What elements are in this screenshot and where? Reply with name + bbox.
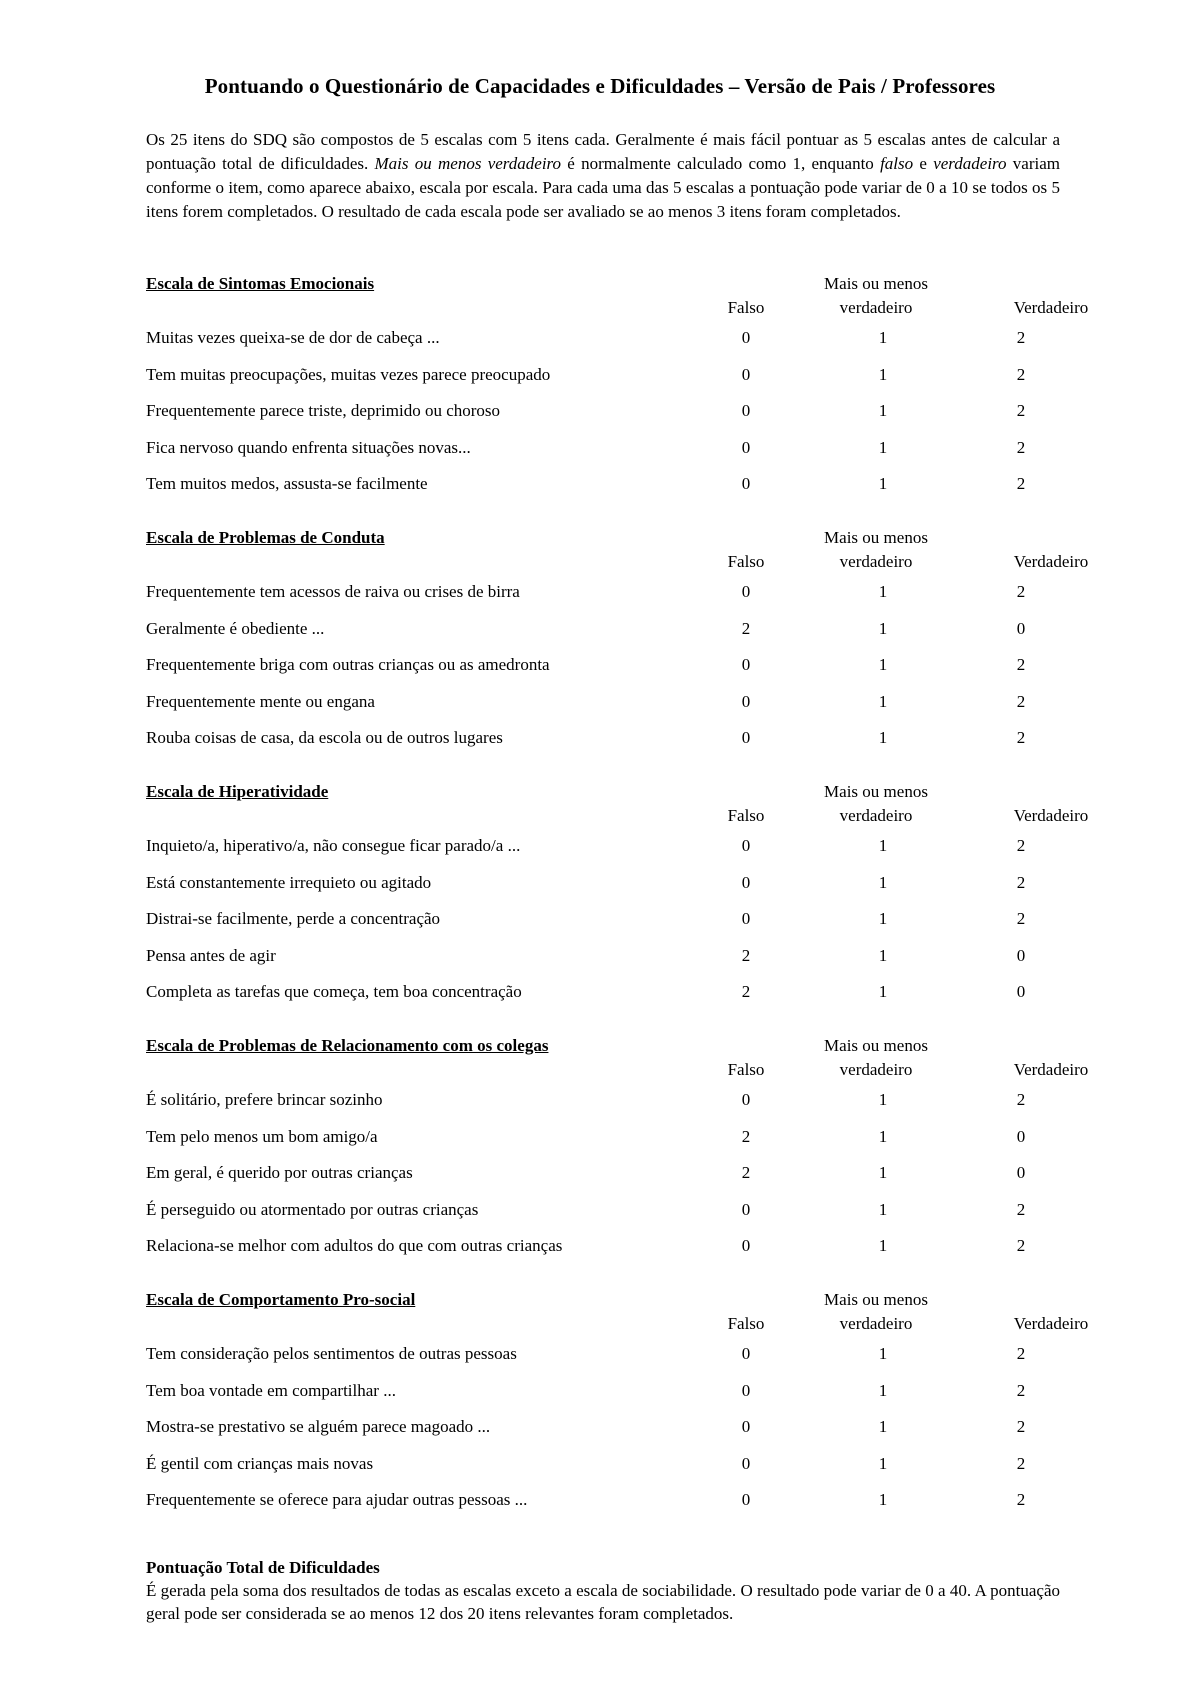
score-verdadeiro: 2	[1016, 1090, 1026, 1109]
score-verdadeiro: 2	[1016, 1380, 1026, 1400]
intro-text-4: variam conforme o item, como aparece abaixo, escala por escala. Para cada uma das 5 escalas a pontuação pode variar de 0 a 10 se todos os 5 itens forem completados. O resultado de cada escala pode ser avaliado se ao menos 3 itens foram completados.	[146, 154, 1061, 221]
score-verdadeiro: 2	[1016, 1344, 1026, 1363]
total-difficulties-section	[146, 1556, 1060, 1625]
item-row	[146, 1342, 1060, 1379]
item-label: Distrai-se facilmente, perde a concentração	[146, 909, 441, 928]
score-verdadeiro: 2	[1016, 1236, 1026, 1255]
item-row	[146, 1125, 1060, 1162]
item-row	[146, 944, 1060, 981]
item-label: Frequentemente tem acessos de raiva ou crises de birra	[146, 582, 520, 601]
score-falso: 0	[741, 1380, 751, 1400]
score-mais-ou-menos: 1	[878, 691, 888, 711]
intro-term-falso: falso	[880, 154, 914, 173]
score-verdadeiro: 0	[1016, 982, 1026, 1001]
column-header-mais-line1: Mais ou menos	[824, 274, 928, 293]
score-falso: 0	[741, 872, 751, 892]
scale-title: Escala de Sintomas Emocionais	[146, 274, 375, 293]
scale-section	[146, 526, 1089, 763]
total-difficulties-title: Pontuação Total de Dificuldades	[146, 1558, 380, 1577]
scale-header	[146, 780, 1089, 834]
score-verdadeiro: 2	[1016, 364, 1026, 384]
item-row	[146, 1234, 1060, 1271]
item-label: Rouba coisas de casa, da escola ou de outros lugares	[146, 728, 503, 747]
score-mais-ou-menos: 1	[878, 728, 888, 747]
score-mais-ou-menos: 1	[878, 328, 888, 347]
score-verdadeiro: 2	[1016, 1199, 1026, 1219]
column-header-mais-line1: Mais ou menos	[824, 1036, 928, 1055]
item-label: Mostra-se prestativo se alguém parece magoado ...	[146, 1417, 491, 1436]
item-label: É perseguido ou atormentado por outras crianças	[146, 1199, 479, 1219]
score-mais-ou-menos: 1	[878, 582, 888, 601]
score-mais-ou-menos: 1	[878, 872, 888, 892]
scale-title: Escala de Hiperatividade	[146, 782, 329, 801]
score-verdadeiro: 0	[1016, 945, 1026, 965]
column-header-mais-line1: Mais ou menos	[824, 528, 928, 547]
item-label: Completa as tarefas que começa, tem boa concentração	[146, 982, 522, 1001]
score-falso: 0	[741, 909, 751, 928]
column-header-mais-line2: verdadeiro	[839, 806, 913, 825]
column-header-verdadeiro: Verdadeiro	[1013, 1314, 1089, 1333]
item-label: Tem muitas preocupações, muitas vezes parece preocupado	[146, 364, 551, 384]
score-mais-ou-menos: 1	[878, 1236, 888, 1255]
score-mais-ou-menos: 1	[878, 474, 888, 493]
item-label: Relaciona-se melhor com adultos do que com outras crianças	[146, 1236, 563, 1255]
item-row	[146, 907, 1060, 944]
intro-text-2: é normalmente calculado como 1, enquanto	[561, 154, 881, 173]
score-verdadeiro: 2	[1016, 1417, 1026, 1436]
item-label: Tem muitos medos, assusta-se facilmente	[146, 474, 428, 493]
score-verdadeiro: 2	[1016, 909, 1026, 928]
scale-header	[146, 272, 1089, 326]
score-falso: 0	[741, 1090, 751, 1109]
page-title: Pontuando o Questionário de Capacidades e Dificuldades – Versão de Pais / Professores	[204, 74, 996, 98]
item-row	[146, 871, 1060, 908]
score-mais-ou-menos: 1	[878, 945, 888, 965]
score-falso: 0	[741, 582, 751, 601]
column-header-mais-line1: Mais ou menos	[824, 782, 928, 801]
item-label: Geralmente é obediente ...	[146, 618, 325, 638]
score-falso: 0	[741, 437, 751, 457]
item-row	[146, 326, 1060, 363]
score-mais-ou-menos: 1	[878, 836, 888, 855]
score-falso: 0	[741, 1417, 751, 1436]
score-falso: 0	[741, 401, 751, 420]
score-falso: 2	[741, 1163, 751, 1182]
score-verdadeiro: 2	[1016, 836, 1026, 855]
scale-title: Escala de Comportamento Pro-social	[146, 1290, 416, 1309]
score-falso: 0	[741, 1344, 751, 1363]
score-falso: 0	[741, 1490, 751, 1509]
item-label: Muitas vezes queixa-se de dor de cabeça ...	[146, 328, 440, 347]
score-falso: 0	[741, 328, 751, 347]
item-label: É solitário, prefere brincar sozinho	[146, 1090, 383, 1109]
intro-term-verdadeiro: verdadeiro	[933, 154, 1007, 173]
item-row	[146, 980, 1060, 1017]
score-falso: 0	[741, 1453, 751, 1473]
score-verdadeiro: 2	[1016, 1453, 1026, 1473]
item-row	[146, 363, 1060, 400]
score-mais-ou-menos: 1	[878, 1090, 888, 1109]
intro-text-3: e	[913, 154, 934, 173]
item-label: Frequentemente parece triste, deprimido ou choroso	[146, 401, 501, 420]
score-falso: 2	[741, 945, 751, 965]
column-header-falso: Falso	[727, 298, 765, 317]
score-verdadeiro: 2	[1016, 474, 1026, 493]
score-mais-ou-menos: 1	[878, 618, 888, 638]
item-label: Tem pelo menos um bom amigo/a	[146, 1126, 378, 1146]
item-row	[146, 1161, 1060, 1198]
scale-header	[146, 1288, 1089, 1342]
score-falso: 0	[741, 1236, 751, 1255]
score-verdadeiro: 2	[1016, 655, 1026, 674]
column-header-mais-line2: verdadeiro	[839, 1314, 913, 1333]
column-header-mais-line1: Mais ou menos	[824, 1290, 928, 1309]
scale-title: Escala de Problemas de Conduta	[146, 528, 385, 547]
score-verdadeiro: 0	[1016, 618, 1026, 638]
scale-section	[146, 1034, 1089, 1271]
column-header-verdadeiro: Verdadeiro	[1013, 298, 1089, 317]
score-verdadeiro: 2	[1016, 437, 1026, 457]
item-label: Inquieto/a, hiperativo/a, não consegue ficar parado/a ...	[146, 836, 521, 855]
score-falso: 2	[741, 1126, 751, 1146]
score-mais-ou-menos: 1	[878, 655, 888, 674]
score-verdadeiro: 2	[1016, 1490, 1026, 1509]
item-row	[146, 1198, 1060, 1235]
item-row	[146, 653, 1060, 690]
score-falso: 0	[741, 728, 751, 747]
score-falso: 0	[741, 474, 751, 493]
item-row	[146, 580, 1060, 617]
item-label: Frequentemente briga com outras crianças ou as amedronta	[146, 655, 550, 674]
item-label: Frequentemente se oferece para ajudar outras pessoas ...	[146, 1490, 528, 1509]
score-falso: 0	[741, 691, 751, 711]
column-header-falso: Falso	[727, 552, 765, 571]
scale-header	[146, 526, 1089, 580]
score-mais-ou-menos: 1	[878, 1163, 888, 1182]
score-verdadeiro: 2	[1016, 582, 1026, 601]
item-label: Fica nervoso quando enfrenta situações novas...	[146, 437, 471, 457]
column-header-mais-line2: verdadeiro	[839, 552, 913, 571]
column-header-falso: Falso	[727, 806, 765, 825]
intro-text-1: Os 25 itens do SDQ são compostos de 5 escalas com 5 itens cada. Geralmente é mais fácil pontuar as 5 escalas antes de calcular a pontuação total de dificuldades.	[146, 130, 1060, 173]
score-mais-ou-menos: 1	[878, 437, 888, 457]
score-mais-ou-menos: 1	[878, 909, 888, 928]
score-verdadeiro: 0	[1016, 1126, 1026, 1146]
score-mais-ou-menos: 1	[878, 364, 888, 384]
item-row	[146, 690, 1060, 727]
score-verdadeiro: 2	[1016, 691, 1026, 711]
item-label: Em geral, é querido por outras crianças	[146, 1163, 413, 1182]
scale-title: Escala de Problemas de Relacionamento com os colegas	[146, 1036, 549, 1055]
item-row	[146, 436, 1060, 473]
item-row	[146, 726, 1060, 763]
item-row	[146, 1488, 1060, 1525]
item-row	[146, 1415, 1060, 1452]
item-label: Está constantemente irrequieto ou agitado	[146, 872, 432, 892]
score-mais-ou-menos: 1	[878, 1417, 888, 1436]
column-header-mais-line2: verdadeiro	[839, 1060, 913, 1079]
score-mais-ou-menos: 1	[878, 401, 888, 420]
score-falso: 0	[741, 655, 751, 674]
score-falso: 2	[741, 982, 751, 1001]
score-verdadeiro: 2	[1016, 728, 1026, 747]
item-row	[146, 399, 1060, 436]
item-row	[146, 1452, 1060, 1489]
score-mais-ou-menos: 1	[878, 1490, 888, 1509]
score-falso: 0	[741, 836, 751, 855]
column-header-verdadeiro: Verdadeiro	[1013, 806, 1089, 825]
score-mais-ou-menos: 1	[878, 1344, 888, 1363]
score-falso: 2	[741, 618, 751, 638]
intro-paragraph	[146, 128, 1060, 224]
scale-section	[146, 272, 1089, 509]
item-label: Tem consideração pelos sentimentos de outras pessoas	[146, 1344, 517, 1363]
score-mais-ou-menos: 1	[878, 982, 888, 1001]
column-header-mais-line2: verdadeiro	[839, 298, 913, 317]
score-mais-ou-menos: 1	[878, 1126, 888, 1146]
item-row	[146, 617, 1060, 654]
total-difficulties-text: É gerada pela soma dos resultados de todas as escalas exceto a escala de sociabilidade. O resultado pode variar de 0 a 40. A pontuação geral pode ser considerada se ao menos 12 dos 20 itens relevantes foram completados.	[146, 1581, 1060, 1623]
column-header-falso: Falso	[727, 1314, 765, 1333]
score-mais-ou-menos: 1	[878, 1199, 888, 1219]
scale-section	[146, 1288, 1089, 1525]
item-label: É gentil com crianças mais novas	[146, 1453, 374, 1473]
scale-header	[146, 1034, 1089, 1088]
item-label: Tem boa vontade em compartilhar ...	[146, 1380, 396, 1400]
score-verdadeiro: 2	[1016, 328, 1026, 347]
item-row	[146, 1379, 1060, 1416]
item-row	[146, 1088, 1060, 1125]
score-verdadeiro: 2	[1016, 401, 1026, 420]
score-verdadeiro: 0	[1016, 1163, 1026, 1182]
column-header-verdadeiro: Verdadeiro	[1013, 552, 1089, 571]
score-mais-ou-menos: 1	[878, 1453, 888, 1473]
score-verdadeiro: 2	[1016, 872, 1026, 892]
score-falso: 0	[741, 1199, 751, 1219]
item-row	[146, 472, 1060, 509]
score-mais-ou-menos: 1	[878, 1380, 888, 1400]
column-header-verdadeiro: Verdadeiro	[1013, 1060, 1089, 1079]
item-label: Pensa antes de agir	[146, 945, 276, 965]
column-header-falso: Falso	[727, 1060, 765, 1079]
intro-term-mais: Mais ou menos verdadeiro	[374, 154, 562, 173]
item-row	[146, 834, 1060, 871]
score-falso: 0	[741, 364, 751, 384]
item-label: Frequentemente mente ou engana	[146, 691, 375, 711]
scale-section	[146, 780, 1089, 1017]
